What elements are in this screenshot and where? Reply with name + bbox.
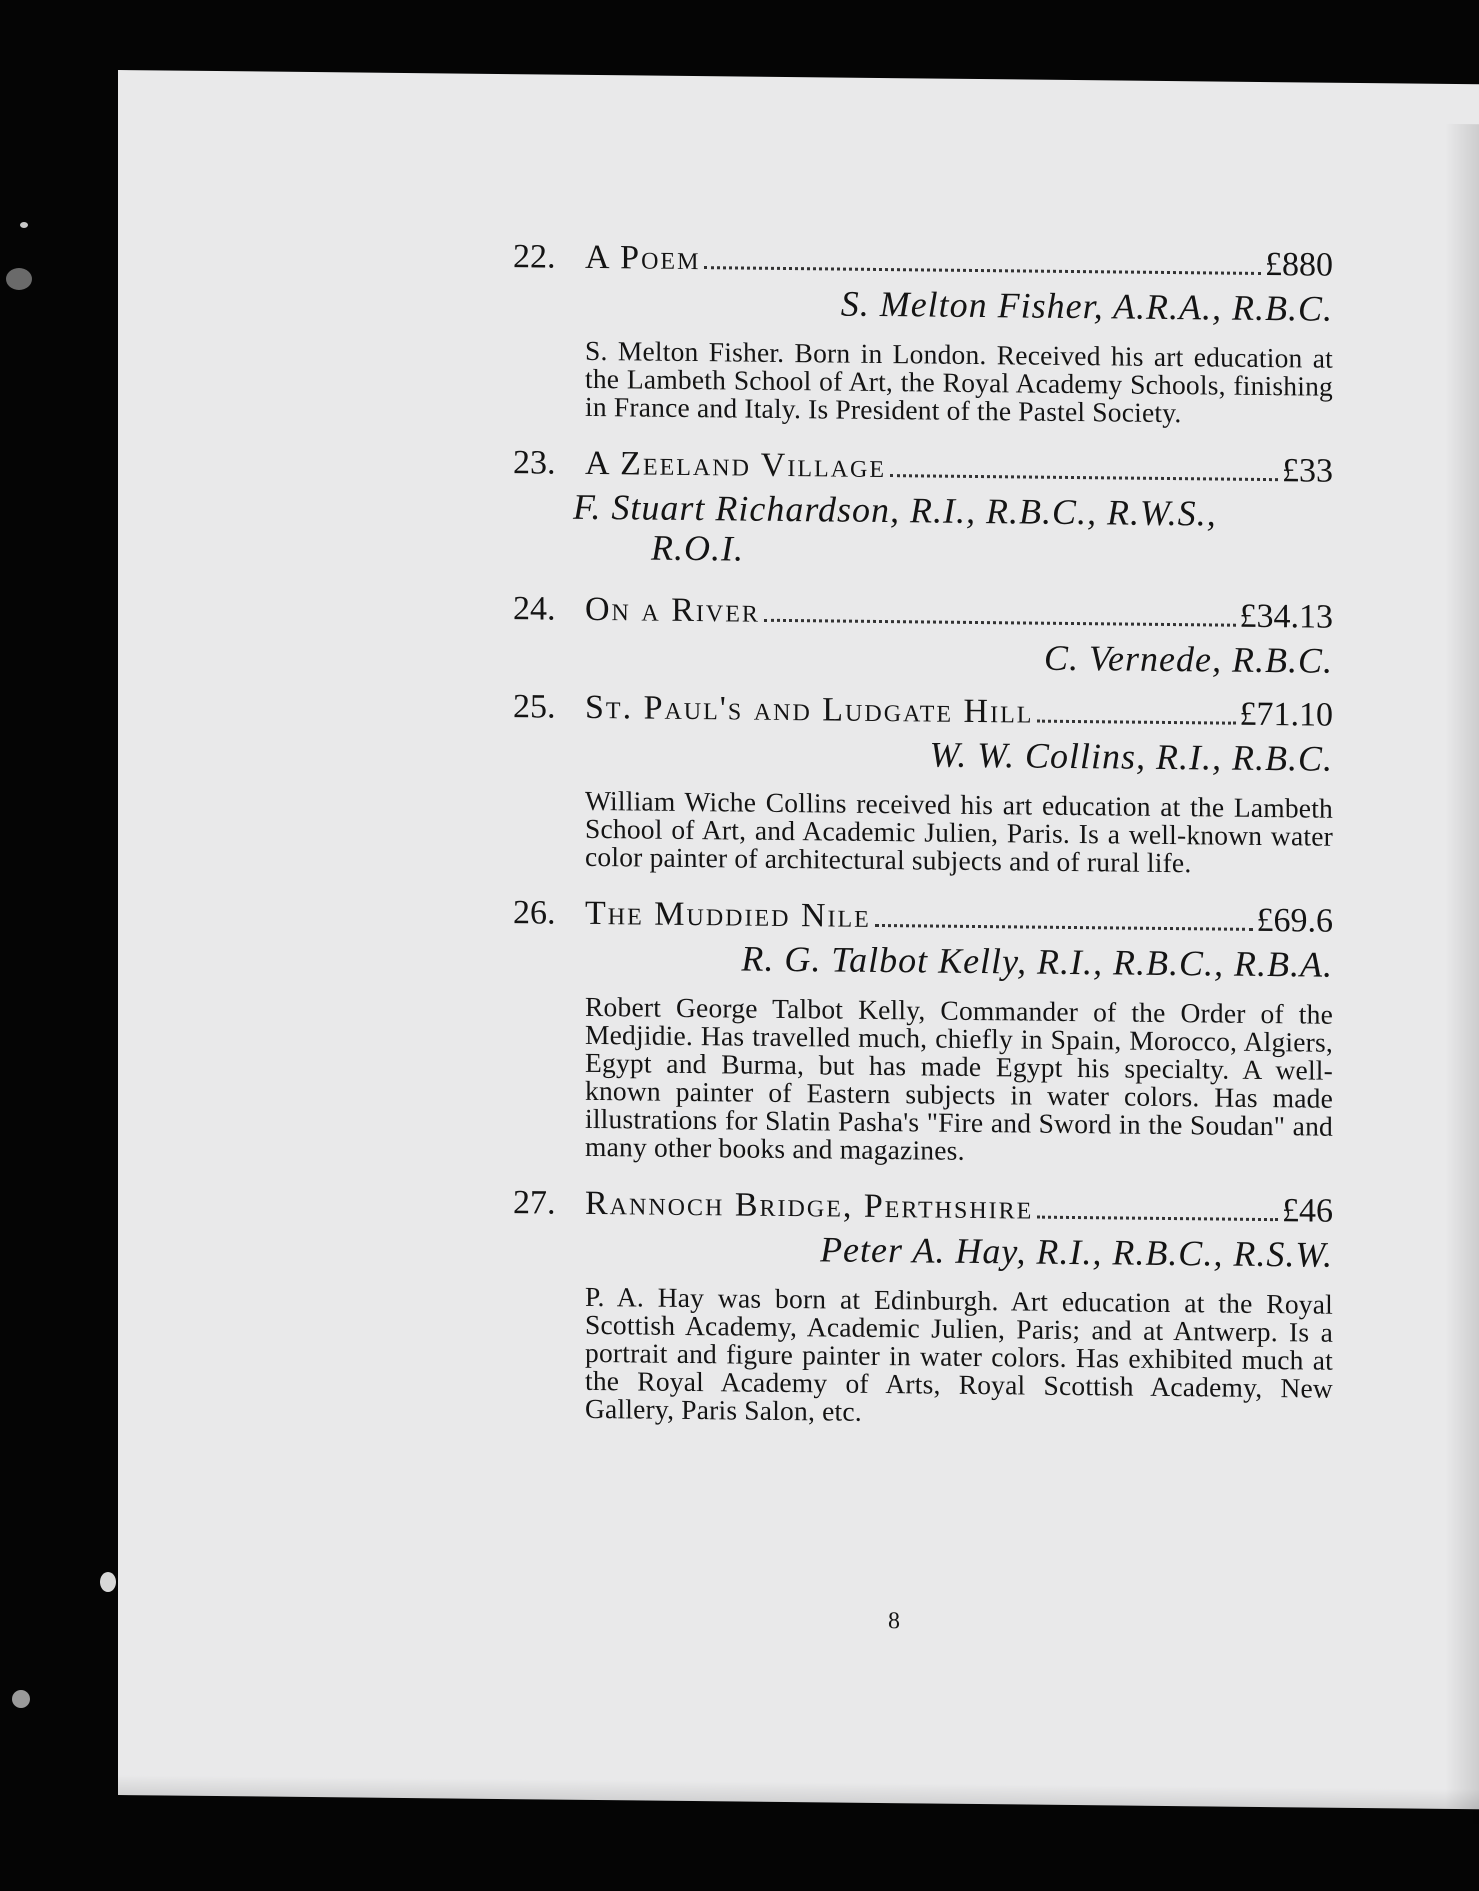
scan-speck (12, 1690, 30, 1708)
page-number: 8 (888, 1608, 900, 1635)
entry-title: On a River (585, 590, 760, 630)
entry-number: 22. (513, 238, 556, 276)
entry-biography: P. A. Hay was born at Edinburgh. Art education at the Royal Scottish Academy, Academic Julien, Paris; and at Antwerp. Is a portrait and figure painter in water colors. Has exhibited much at the Royal Academy of Arts, Royal Scottish Academy, New Gallery, Paris Salon, etc. (585, 1280, 1333, 1427)
page-shadow (1445, 124, 1479, 1824)
entry-title: The Muddied Nile (585, 894, 871, 935)
entry-title: Rannoch Bridge, Perthshire (585, 1184, 1034, 1227)
dot-leader (704, 266, 1261, 275)
dot-leader (875, 924, 1253, 931)
entry-biography: S. Melton Fisher. Born in London. Received his art education at the Lambeth School of Art, the Royal Academy Schools, finishing in France and Italy. Is President of the Pastel Society. (585, 334, 1333, 429)
entry-artist-line-1: F. Stuart Richardson, R.I., R.B.C., R.W.S., (573, 486, 1217, 534)
entry-number: 26. (513, 894, 556, 932)
scan-speck (100, 1572, 116, 1592)
entry-number: 23. (513, 444, 556, 482)
page-edge (118, 1775, 1479, 1809)
entry-price: £880 (1265, 246, 1333, 284)
entry-title: St. Paul's and Ludgate Hill (585, 688, 1034, 731)
dot-leader (764, 619, 1236, 627)
entry-title: A Poem (585, 238, 701, 278)
entry-artist: S. Melton Fisher, A.R.A., R.B.C. (840, 283, 1333, 329)
entry-title-line (513, 588, 1333, 639)
catalog-page (118, 70, 1479, 1809)
entry-title-line (513, 236, 1333, 287)
entry-artist (513, 486, 1333, 575)
catalog-entries (513, 236, 1333, 1453)
entry-number: 24. (513, 590, 556, 628)
entry-artist: C. Vernede, R.B.C. (1044, 637, 1333, 681)
dot-leader (890, 474, 1278, 481)
entry-title-line (513, 1182, 1333, 1233)
catalog-entry-25 (513, 686, 1333, 879)
entry-artist: Peter A. Hay, R.I., R.B.C., R.S.W. (820, 1229, 1333, 1275)
dot-leader (1037, 720, 1235, 725)
entry-artist-line-2: R.O.I. (651, 527, 744, 569)
entry-title-line (513, 686, 1333, 737)
entry-price: £71.10 (1239, 695, 1333, 734)
catalog-entry-27 (513, 1182, 1333, 1431)
entry-price: £46 (1282, 1192, 1333, 1230)
catalog-entry-26 (513, 892, 1333, 1169)
entry-biography: Robert George Talbot Kelly, Commander of the Order of the Medjidie. Has travelled much, chiefly in Spain, Morocco, Algiers, Egypt and Burma, but has made Egypt his specialty. A well-known painter of Eastern subjects in water colors. Has made illustrations for Slatin Pasha's "Fire and Sword in the Soudan" and many other books and magazines. (585, 990, 1333, 1166)
entry-price: £33 (1282, 452, 1333, 490)
entry-title-line (513, 442, 1333, 493)
catalog-entry-22 (513, 236, 1333, 429)
catalog-entry-23 (513, 442, 1333, 575)
entry-price: £34.13 (1239, 597, 1333, 636)
entry-number: 27. (513, 1184, 556, 1222)
dot-leader (1037, 1216, 1278, 1222)
scan-speck (20, 222, 28, 228)
entry-title: A Zeeland Village (585, 444, 886, 486)
catalog-entry-24 (513, 588, 1333, 681)
entry-biography: William Wiche Collins received his art education at the Lambeth School of Art, and Academic Julien, Paris. Is a well-known water color painter of architectural subjects and of rural life. (585, 784, 1333, 879)
entry-price: £69.6 (1256, 901, 1333, 940)
entry-title-line (513, 892, 1333, 943)
entry-number: 25. (513, 688, 556, 726)
scan-speck (6, 268, 32, 290)
entry-artist: W. W. Collins, R.I., R.B.C. (929, 734, 1333, 779)
entry-artist: R. G. Talbot Kelly, R.I., R.B.C., R.B.A. (741, 938, 1333, 985)
